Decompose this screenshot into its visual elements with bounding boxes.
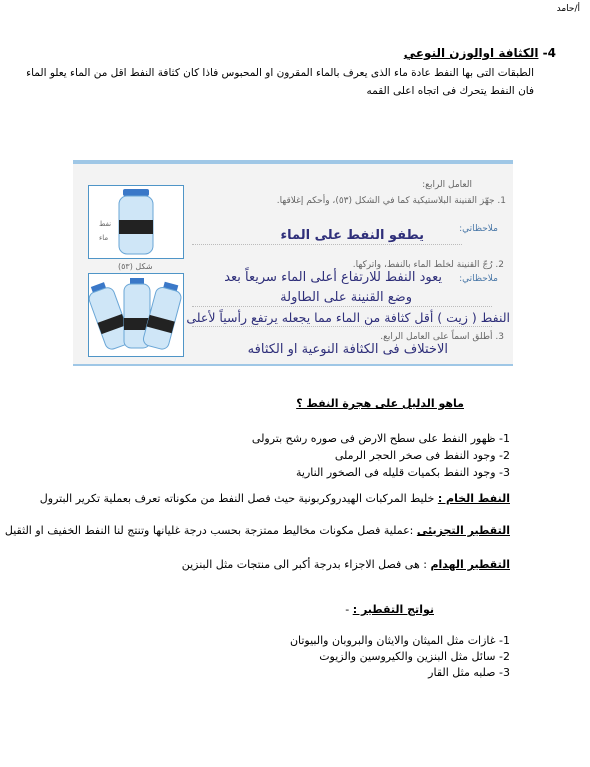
answer-line-1 (192, 244, 462, 245)
text-destructive-distillation: : هى فصل الاجزاء بدرجة أكبر الى منتجات مثل البنزين (181, 558, 427, 571)
answer-1: يطفو النفط على الماء (280, 228, 424, 243)
term-fractional-distillation: التقطير التجزيئى (416, 524, 510, 537)
figure-caption: شكل (٥٣) (118, 262, 153, 271)
section-heading (404, 46, 556, 60)
text-crude-oil: خليط المركبات الهيدروكربونية حيث فصل النفط من مكوناته تعرف بعملية تكرير البترول (39, 492, 435, 505)
text-fractional-distillation: :عملية فصل مكونات مخاليط ممتزجة بحسب درجة غليانها وتنتج لنا النفط الخفيف او الثقيل (4, 524, 414, 537)
products-heading (345, 603, 434, 616)
product-item-1: 1- غازات مثل الميثان والايثان والبروبان والبيوتان (289, 634, 510, 647)
products-title: نواتج التقطير : (352, 603, 434, 616)
answer-2-line-2: وضع القنينة على الطاولة (280, 290, 412, 305)
evidence-item-3: 3- وجود النفط بكميات قليله فى الصخور النارية (296, 466, 510, 479)
evidence-item-1: 1- ظهور النفط على سطح الارض فى صوره رشح بترولى (251, 432, 510, 445)
evidence-item-2: 2- وجود النفط فى صخر الحجر الرملى (334, 449, 510, 462)
term-destructive-distillation: التقطير الهدام (430, 558, 510, 571)
worksheet-heading: العامل الرابع: (422, 180, 472, 190)
bottle-label-water: ماء (99, 234, 109, 242)
answer-line-2 (192, 306, 492, 307)
answer-line-3 (192, 326, 492, 327)
observation-label-1: ملاحظاتي: (459, 224, 498, 234)
three-bottles-icon (89, 274, 183, 356)
worksheet-step-2: 2. رُجّ القنينة لخلط الماء بالنفط، واتركها. (352, 260, 504, 270)
worksheet-step-3: 3. أطلق اسماً على العامل الرابع. (380, 332, 504, 342)
products-dash: - (345, 603, 350, 616)
author-name: أ/حامد (556, 4, 580, 14)
section-title: الكثافة اوالوزن النوعي (403, 46, 539, 60)
bottle-label-oil: نفط (99, 220, 112, 228)
worksheet-step-1: 1. جهّز القنينة البلاستيكية كما في الشكل (٥٣)، وأحكم إغلاقها. (276, 196, 506, 206)
intro-paragraph: الطبقات التى بها النفط عادة ماء الذى يعرف بالماء المقرون او المحبوس فاذا كان كثافة النفط اقل من الماء يعلو الماء فان النفط يتحرك فى اتجاه اعلى القمه (26, 67, 534, 97)
definition-crude-oil (0, 490, 510, 508)
term-crude-oil: النفط الخام : (437, 492, 510, 505)
section-number: 4- (542, 46, 556, 60)
product-item-2: 2- سائل مثل البنزين والكيروسين والزيوت (319, 650, 510, 663)
definition-fractional-distillation (0, 522, 510, 540)
definition-destructive-distillation (0, 556, 510, 574)
evidence-question: ماهو الدليل على هجرة النفط ؟ (296, 397, 464, 410)
bottle-frame-triple (88, 273, 184, 357)
answer-2-line-3: النفط ( زيت ) أقل كثافة من الماء مما يجعله يرتفع رأسياً لأعلى (186, 310, 510, 325)
product-item-3: 3- صلبه مثل القار (428, 666, 510, 679)
observation-label-2: ملاحظاتي: (459, 274, 498, 284)
answer-3: الاختلاف فى الكثافة النوعية او الكثافه (247, 342, 448, 357)
answer-2-line-1: يعود النفط للارتفاع أعلى الماء سريعاً بعد (224, 270, 442, 285)
bottle-frame-single (88, 185, 184, 259)
